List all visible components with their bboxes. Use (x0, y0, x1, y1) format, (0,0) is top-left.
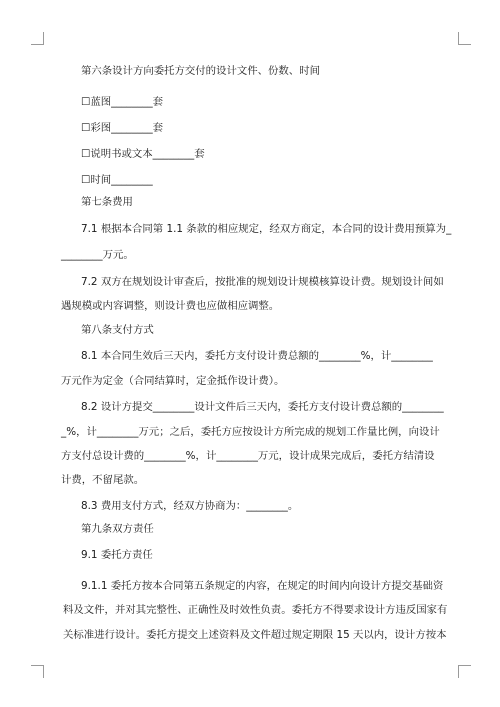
paragraph-line: ________万元。 (61, 249, 134, 261)
paragraph-line: _%，计________万元；之后，委托方应按设计方所完成的规划工作量比例，向设计 (61, 426, 440, 438)
paragraph-line: 关标准进行设计。委托方提交上述资料及文件超过规定期限 15 天以内，设计方按本 (63, 629, 447, 641)
section-9-1-heading: 9.1 委托方责任 (81, 549, 153, 561)
checkbox-item-blueprint: ☐蓝图________套 (81, 96, 164, 108)
article-8-heading: 第八条支付方式 (81, 324, 154, 336)
paragraph-line: 遇规模或内容调整，则设计费也应做相应调整。 (61, 300, 280, 312)
paragraph-line: 7.1 根据本合同第 1.1 条款的相应规定，经双方商定，本合同的设计费用预算为_ (81, 223, 452, 235)
paragraph-line: 9.1.1 委托方按本合同第五条规定的内容，在规定的时间内向设计方提交基础资 (81, 580, 444, 592)
article-9-heading: 第九条双方责任 (81, 523, 154, 535)
paragraph-line: 8.2 设计方提交________设计文件后三天内，委托方支付设计费总额的________ (81, 401, 444, 413)
paragraph-line: 8.3 费用支付方式，经双方协商为：________。 (81, 500, 299, 512)
corner-crop-mark-top-left (31, 32, 44, 45)
paragraph-line: 8.1 本合同生效后三天内，委托方支付设计费总额的________%，计________ (81, 350, 433, 362)
paragraph-line: 万元作为定金（合同结算时，定金抵作设计费）。 (61, 375, 285, 387)
corner-crop-mark-bottom-right (458, 665, 471, 678)
paragraph-line: 料及文件，并对其完整性、正确性及时效性负责。委托方不得要求设计方违反国家有 (63, 604, 448, 616)
article-6-heading: 第六条设计方向委托方交付的设计文件、份数、时间 (81, 65, 320, 77)
checkbox-item-manual: ☐说明书或文本________套 (81, 148, 205, 160)
article-7-heading: 第七条费用 (81, 196, 133, 208)
checkbox-item-time: ☐时间________ (81, 174, 153, 186)
paragraph-line: 计费，不留尾款。 (61, 474, 145, 486)
checkbox-item-color-print: ☐彩图________套 (81, 122, 164, 134)
paragraph-line: 方支付总设计费的________%，计________万元，设计成果完成后，委托方结清设 (61, 450, 435, 462)
corner-crop-mark-top-right (458, 32, 471, 45)
paragraph-line: 7.2 双方在规划设计审查后，按批准的规划设计规模核算设计费。规划设计间如 (81, 276, 444, 288)
corner-crop-mark-bottom-left (31, 665, 44, 678)
